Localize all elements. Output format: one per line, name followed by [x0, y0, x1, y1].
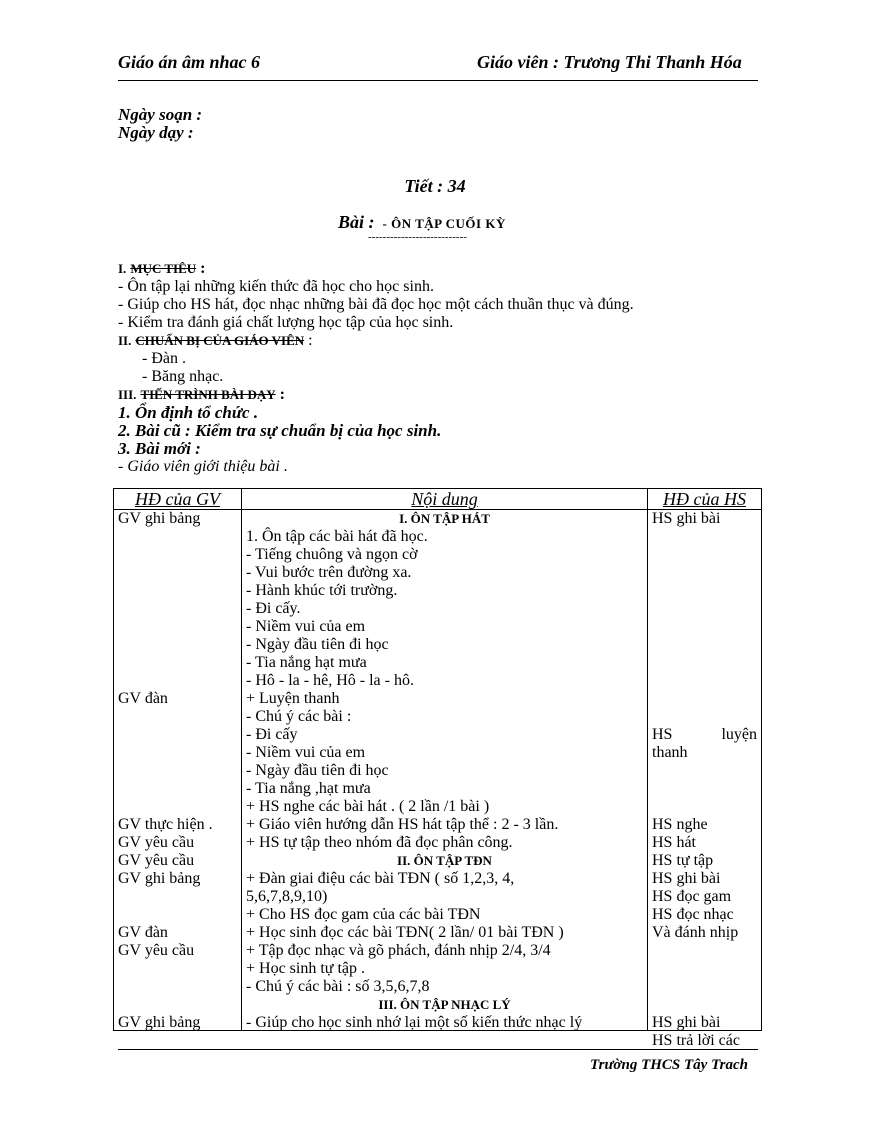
content-line: - Chú ý các bài : [246, 708, 352, 725]
content-line: - Ngày đầu tiên đi học [246, 762, 389, 779]
lesson-title-value: - ÔN TẬP CUỐI KỲ [382, 216, 506, 231]
student-activity-line: HS đọc nhạc [652, 906, 734, 923]
objectives-heading [118, 260, 758, 278]
content-line: + HS tự tập theo nhóm đã đọc phân công. [246, 834, 513, 851]
objectives-num: I. [118, 261, 127, 276]
teacher-activity-line: GV ghi bảng [118, 870, 201, 887]
content-line: - Tia nắng hạt mưa [246, 654, 367, 671]
content-line: - Hành khúc tới trường. [246, 582, 398, 599]
objectives-colon: : [200, 260, 206, 277]
student-activity-line [652, 798, 757, 816]
student-activity-line: HS tự tập [652, 852, 714, 869]
lesson-title [338, 212, 506, 233]
teacher-activity-line [118, 978, 237, 996]
teacher-activity-line [118, 564, 237, 582]
student-activity-line: HS trả lời các [652, 1032, 740, 1049]
teacher-activity-line [118, 888, 237, 906]
objectives-section [118, 260, 758, 476]
student-activity-line [652, 780, 757, 798]
content-line: 1. Ôn tập các bài hát đã học. [246, 528, 428, 545]
content-line: - Chú ý các bài : số 3,5,6,7,8 [246, 978, 430, 995]
teacher-activity-line [118, 582, 237, 600]
teacher-activity-line [118, 600, 237, 618]
teacher-activity-line [118, 672, 237, 690]
lesson-title-label: Bài : [338, 212, 375, 232]
footer-divider [118, 1049, 758, 1050]
teacher-activity-line: GV yêu cầu [118, 834, 195, 851]
teacher-activity-line: GV yêu cầu [118, 852, 195, 869]
procedure-colon: : [279, 386, 285, 403]
teacher-activity-line [118, 906, 237, 924]
procedure-step: 1. Ổn định tổ chức . [118, 403, 259, 422]
content-line: + Tập đọc nhạc và gõ phách, đánh nhịp 2/4, 3/4 [246, 942, 551, 959]
content-line: - Tia nắng ,hạt mưa [246, 780, 371, 797]
teacher-activity-line [118, 636, 237, 654]
student-activity-line [652, 654, 757, 672]
content-line: - Ngày đầu tiên đi học [246, 636, 389, 653]
student-activity-line [652, 996, 757, 1014]
table-header-row [114, 489, 762, 510]
teacher-activity-cell [114, 510, 242, 1031]
content-line: - Tiếng chuông và ngọn cờ [246, 546, 418, 563]
teacher-activity-line: GV yêu cầu [118, 942, 195, 959]
student-activity-line [652, 960, 757, 978]
content-subheading: II. ÔN TẬP TĐN [397, 853, 492, 868]
student-activity-line: HS nghe [652, 816, 708, 833]
teacher-activity-line [118, 654, 237, 672]
student-activity-line [652, 708, 757, 726]
student-activity-line: thanh [652, 744, 688, 761]
content-line: - Niềm vui của em [246, 618, 366, 635]
student-activity-line [652, 672, 757, 690]
page-header-right: Giáo viên : Trương Thi Thanh Hóa [477, 52, 742, 72]
student-activity-line: HS ghi bài [652, 1014, 721, 1031]
teacher-activity-line [118, 798, 237, 816]
preparation-item: - Băng nhạc. [142, 368, 224, 385]
preparation-item: - Đàn . [142, 350, 186, 367]
content-subheading: I. ÔN TẬP HÁT [399, 511, 490, 526]
content-line: + Đàn giai điệu các bài TĐN ( số 1,2,3, 4, [246, 870, 515, 887]
content-line: + Giáo viên hướng dẫn HS hát tập thể : 2 - 3 lần. [246, 816, 559, 833]
student-activity-line [652, 528, 757, 546]
teacher-activity-line [118, 996, 237, 1014]
content-line: 5,6,7,8,9,10) [246, 888, 328, 905]
teacher-activity-line [118, 960, 237, 978]
teacher-activity-line [118, 618, 237, 636]
content-line: - Đi cấy. [246, 600, 301, 617]
student-activity-line: HS hát [652, 834, 696, 851]
preparation-title: CHUẨN BỊ CỦA GIÁO VIÊN [135, 333, 305, 348]
teacher-activity-line [118, 726, 237, 744]
student-activity-line [652, 978, 757, 996]
title-dashes: --------------------------- [368, 231, 467, 243]
teacher-activity-line [118, 528, 237, 546]
objectives-title: MỤC TIÊU [130, 261, 197, 276]
lesson-number: Tiết : 34 [404, 176, 466, 196]
student-activity-line [652, 564, 757, 582]
teacher-activity-line [118, 762, 237, 780]
student-activity-line [652, 762, 757, 780]
content-cell [242, 510, 648, 1031]
content-line: + Học sinh tự tập . [246, 960, 366, 977]
footer-school: Trường THCS Tây Trach [590, 1057, 749, 1073]
student-activity-line [652, 618, 757, 636]
procedure-step: 3. Bài mới : [118, 439, 201, 458]
objective-item: - Ôn tập lại những kiến thức đã học cho học sinh. [118, 278, 434, 295]
content-line: - Vui bước trên đường xa. [246, 564, 412, 581]
teacher-activity-line [118, 780, 237, 798]
content-subheading: III. ÔN TẬP NHẠC LÝ [378, 997, 511, 1012]
student-activity-line [652, 690, 757, 708]
content-line: - Đi cấy [246, 726, 298, 743]
objective-item: - Giúp cho HS hát, đọc nhạc những bài đã đọc học một cách thuần thục và đúng. [118, 296, 634, 313]
content-line: - Niềm vui của em [246, 744, 366, 761]
teacher-activity-line [118, 708, 237, 726]
teacher-activity-line: GV ghi bảng [118, 1014, 201, 1031]
table-body-row [114, 510, 762, 1031]
header-teacher-activity: HĐ của GV [114, 489, 242, 510]
student-activity-line: HS ghi bài [652, 510, 721, 527]
student-activity-line: HS ghi bài [652, 870, 721, 887]
content-line: + Luyện thanh [246, 690, 340, 707]
student-activity-cell [648, 510, 762, 1049]
student-activity-line: Và đánh nhịp [652, 924, 739, 941]
teacher-activity-line: GV đàn [118, 924, 168, 941]
content-line: - Giúp cho học sinh nhớ lại một số kiến thức nhạc lý [246, 1014, 583, 1031]
content-line: + HS nghe các bài hát . ( 2 lần /1 bài ) [246, 798, 490, 815]
teacher-activity-line: GV đàn [118, 690, 168, 707]
header-divider [118, 80, 758, 81]
student-activity-line [652, 600, 757, 618]
procedure-heading [118, 386, 758, 404]
procedure-num: III. [118, 387, 137, 402]
objective-item: - Kiểm tra đánh giá chất lượng học tập của học sinh. [118, 314, 454, 331]
teacher-activity-line: GV thực hiện . [118, 816, 213, 833]
student-activity-line [652, 636, 757, 654]
teacher-activity-line [118, 744, 237, 762]
student-activity-line: HS đọc gam [652, 888, 732, 905]
date-prepared: Ngày soạn : [118, 105, 203, 124]
student-activity-line: HS luyện [652, 726, 757, 743]
content-line: - Hô - la - hê, Hô - la - hô. [246, 672, 414, 689]
student-activity-line [652, 582, 757, 600]
content-line: + Cho HS đọc gam của các bài TĐN [246, 906, 481, 923]
procedure-title: TIẾN TRÌNH BÀI DẠY [140, 387, 276, 402]
lesson-plan-table [113, 488, 762, 1049]
preparation-colon: : [308, 332, 313, 349]
intro-line: - Giáo viên giới thiệu bài . [118, 458, 288, 475]
preparation-num: II. [118, 333, 132, 348]
procedure-step: 2. Bài cũ : Kiểm tra sự chuẩn bị của học sinh. [118, 421, 442, 440]
teacher-activity-line: GV ghi bảng [118, 510, 201, 527]
header-student-activity: HĐ của HS [648, 489, 762, 510]
page-header-left: Giáo án âm nhac 6 [118, 52, 261, 72]
header-content: Nội dung [242, 489, 648, 510]
teacher-activity-line [118, 1032, 237, 1050]
student-activity-line [652, 942, 757, 960]
student-activity-line [652, 546, 757, 564]
content-line: + Học sinh đọc các bài TĐN( 2 lần/ 01 bài TĐN ) [246, 924, 564, 941]
date-taught: Ngày dạy : [118, 123, 194, 142]
preparation-heading [118, 332, 758, 350]
teacher-activity-line [118, 546, 237, 564]
